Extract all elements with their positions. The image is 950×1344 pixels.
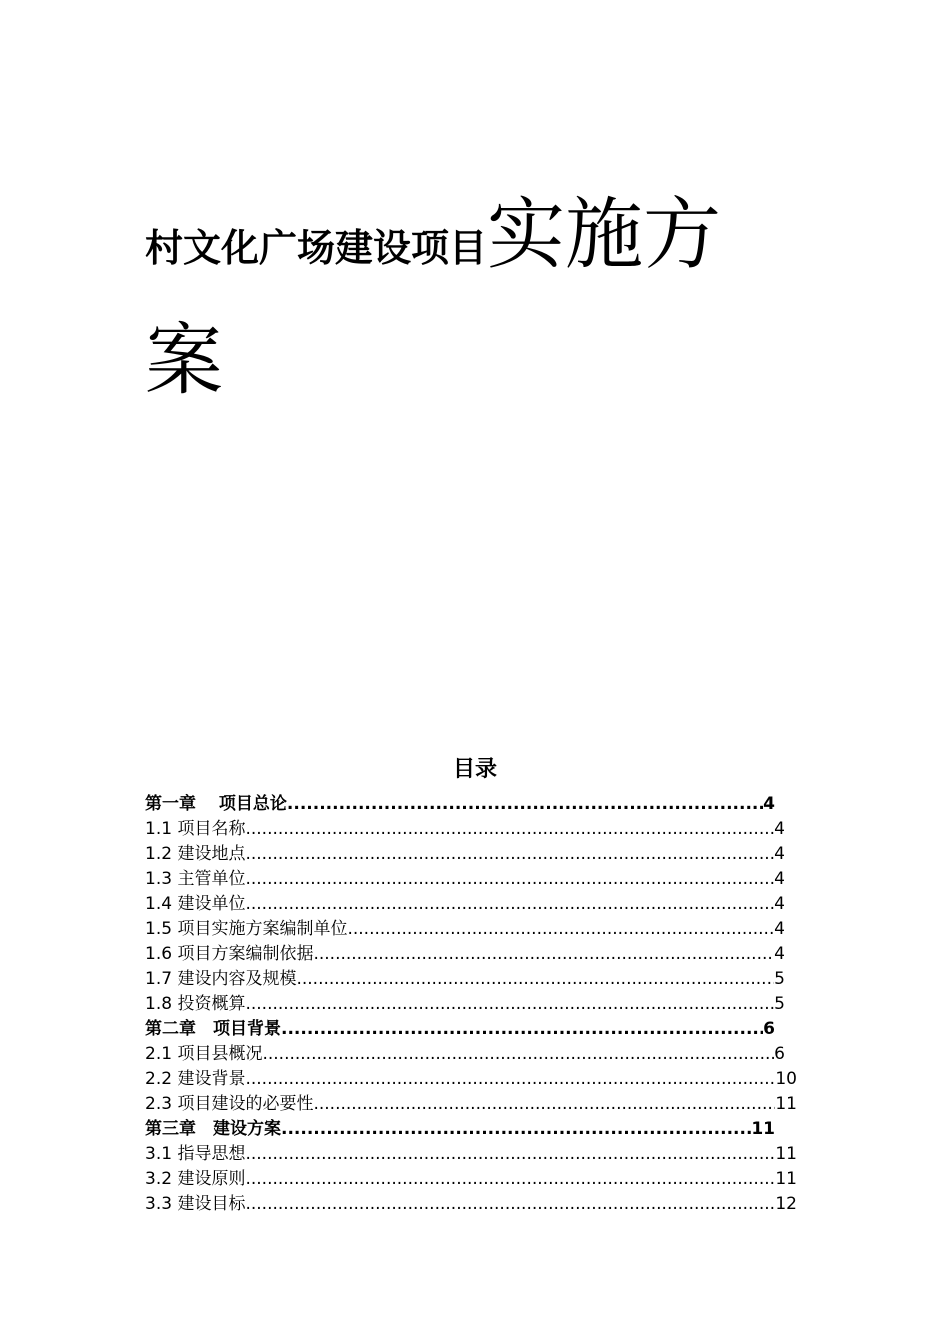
toc-entry-label: 1.5 项目实施方案编制单位	[145, 919, 348, 939]
toc-leader-dots	[347, 917, 774, 942]
toc-entry[interactable]	[145, 917, 785, 942]
toc-entry-label: 1.8 投资概算	[145, 994, 246, 1014]
toc-leader-dots	[281, 1017, 763, 1042]
toc-entry[interactable]	[145, 992, 785, 1017]
toc-entry-page: 4	[774, 919, 785, 939]
toc-entry[interactable]	[145, 967, 785, 992]
toc-entry-page: 5	[774, 994, 785, 1014]
toc-entry-page: 11	[775, 1094, 797, 1114]
toc-entry-page: 11	[775, 1169, 797, 1189]
toc-entry-page: 4	[774, 944, 785, 964]
title-part-2: 实施方	[487, 190, 722, 280]
title-part-3: 案	[145, 316, 224, 406]
toc-entry-label: 1.2 建设地点	[145, 844, 246, 864]
toc-leader-dots	[313, 942, 774, 967]
toc-entry-page: 5	[774, 969, 785, 989]
toc-entry-label: 1.3 主管单位	[145, 869, 246, 889]
toc-entry-page: 4	[763, 794, 775, 814]
toc-entry[interactable]	[145, 792, 775, 817]
toc-leader-dots	[245, 1192, 775, 1217]
toc-entry[interactable]	[145, 1017, 775, 1042]
toc-entry-label: 1.6 项目方案编制依据	[145, 944, 314, 964]
toc-entry[interactable]	[145, 1117, 775, 1142]
toc-entry-page: 4	[774, 844, 785, 864]
toc-entry[interactable]	[145, 1067, 797, 1092]
toc-entry-page: 4	[774, 869, 785, 889]
toc-entry-page: 11	[751, 1119, 775, 1139]
toc-entry-label: 2.3 项目建设的必要性	[145, 1094, 314, 1114]
toc-entry[interactable]	[145, 1167, 797, 1192]
toc-entry-label: 1.1 项目名称	[145, 819, 246, 839]
toc-entry[interactable]	[145, 817, 785, 842]
toc-entry-label: 3.2 建设原则	[145, 1169, 246, 1189]
toc-entry-label: 2.1 项目县概况	[145, 1044, 263, 1064]
toc-entry[interactable]	[145, 942, 785, 967]
toc-heading: 目录	[452, 757, 497, 782]
toc-leader-dots	[245, 1067, 775, 1092]
toc-leader-dots	[296, 967, 774, 992]
toc-entry-page: 11	[775, 1144, 797, 1164]
toc-entry-label: 2.2 建设背景	[145, 1069, 246, 1089]
title-part-1: 村文化广场建设项目	[145, 225, 488, 270]
toc-entry-label: 3.1 指导思想	[145, 1144, 246, 1164]
toc-entry-page: 6	[763, 1019, 775, 1039]
table-of-contents	[145, 792, 797, 1217]
toc-leader-dots	[245, 992, 774, 1017]
document-title-line-1	[145, 190, 722, 280]
toc-entry-page: 4	[774, 819, 785, 839]
toc-leader-dots	[245, 867, 774, 892]
toc-leader-dots	[245, 892, 774, 917]
toc-leader-dots	[287, 792, 763, 817]
toc-leader-dots	[245, 817, 774, 842]
toc-leader-dots	[262, 1042, 774, 1067]
toc-entry[interactable]	[145, 1142, 797, 1167]
toc-leader-dots	[245, 842, 774, 867]
toc-entry-page: 4	[774, 894, 785, 914]
toc-entry[interactable]	[145, 842, 785, 867]
toc-entry-label: 第二章 项目背景	[145, 1019, 281, 1039]
toc-entry-label: 3.3 建设目标	[145, 1194, 246, 1214]
toc-entry[interactable]	[145, 1042, 785, 1067]
toc-entry-page: 12	[775, 1194, 797, 1214]
toc-entry-label: 1.7 建设内容及规模	[145, 969, 297, 989]
toc-leader-dots	[313, 1092, 775, 1117]
toc-entry[interactable]	[145, 1092, 797, 1117]
toc-entry-label: 1.4 建设单位	[145, 894, 246, 914]
toc-entry-label: 第三章 建设方案	[145, 1119, 281, 1139]
toc-leader-dots	[245, 1167, 775, 1192]
toc-entry-page: 6	[774, 1044, 785, 1064]
toc-leader-dots	[281, 1117, 751, 1142]
toc-entry-page: 10	[775, 1069, 797, 1089]
toc-entry[interactable]	[145, 892, 785, 917]
toc-entry[interactable]	[145, 1192, 797, 1217]
toc-entry[interactable]	[145, 867, 785, 892]
toc-leader-dots	[245, 1142, 775, 1167]
toc-entry-label: 第一章 项目总论	[145, 794, 287, 814]
